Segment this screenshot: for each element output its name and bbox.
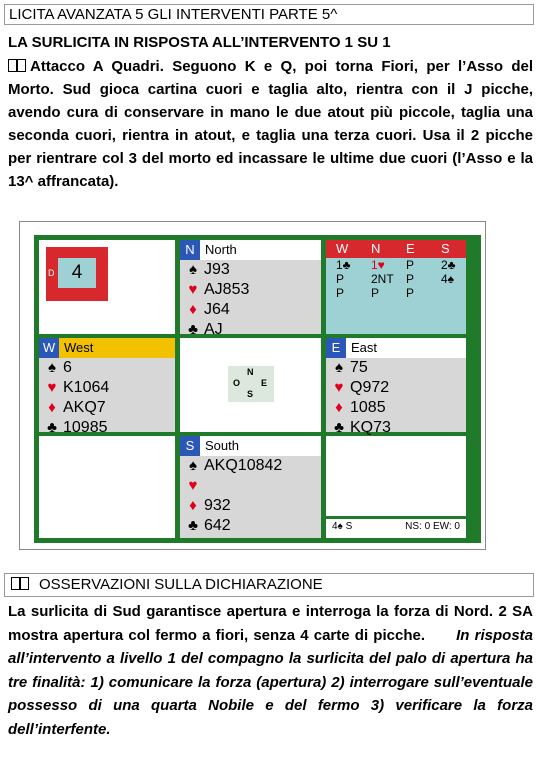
observations-text xyxy=(8,600,533,741)
east-header xyxy=(326,338,466,358)
east-seat-tag: E xyxy=(326,338,346,358)
heart-icon: ♥ xyxy=(47,379,57,396)
dealer-panel xyxy=(39,240,175,334)
auction-row: 1♣ 1♥ P 2♣ xyxy=(336,258,456,272)
result-bar xyxy=(326,519,466,538)
south-hand xyxy=(180,436,321,538)
west-name: West xyxy=(64,340,94,355)
south-seat-tag: S xyxy=(180,436,200,456)
heart-icon: ♥ xyxy=(188,477,198,494)
auction-row: P P P xyxy=(336,286,415,300)
observations-heading xyxy=(4,573,534,597)
compass-n: N xyxy=(247,367,254,377)
section-subtitle: LA SURLICITA IN RISPOSTA ALL’INTERVENTO 1 SU 1 xyxy=(8,34,391,51)
west-hand xyxy=(39,338,175,436)
compass-o: O xyxy=(233,378,241,388)
dealer-badge xyxy=(46,247,108,301)
dealer-letter: D xyxy=(48,268,55,278)
compass-s: S xyxy=(247,389,254,399)
club-icon: ♣ xyxy=(188,517,198,534)
diamond-icon: ♦ xyxy=(48,399,56,416)
auction-col-n: N xyxy=(371,241,381,256)
south-clubs: ♣ 642 xyxy=(180,516,321,536)
east-clubs: ♣ KQ73 xyxy=(326,418,466,438)
page-title: LICITA AVANZATA 5 GLI INTERVENTI PARTE 5^ xyxy=(4,4,534,25)
auction-col-s: S xyxy=(441,241,450,256)
auction-col-e: E xyxy=(406,241,415,256)
south-name: South xyxy=(205,438,239,453)
contract-label: 4♠ S xyxy=(332,521,353,532)
book-icon xyxy=(11,577,29,590)
empty-panel xyxy=(39,436,175,538)
north-seat-tag: N xyxy=(180,240,200,260)
book-icon xyxy=(8,59,26,72)
north-header xyxy=(180,240,321,260)
diamond-icon: ♦ xyxy=(335,399,343,416)
auction-col-w: W xyxy=(336,241,349,256)
west-hearts: ♥ K1064 xyxy=(39,378,175,398)
spade-icon: ♠ xyxy=(189,261,197,278)
play-description xyxy=(8,55,533,193)
west-header xyxy=(39,338,175,358)
west-spades: ♠ 6 xyxy=(39,358,175,378)
spade-icon: ♠ xyxy=(335,359,343,376)
north-hearts: ♥ AJ853 xyxy=(180,280,321,300)
club-icon: ♣ xyxy=(334,419,344,436)
heart-icon: ♥ xyxy=(188,281,198,298)
play-text: Attacco A Quadri. Seguono K e Q, poi torna Fiori, per l’Asso del Morto. Sud gioca cartina cuori e taglia alto, rientra con il J picche, avendo cura di conservare in mano le due atout più piccole, taglia una seconda cuori, rientra in atout, e taglia una terza cuori. Usa il 2 picche per rientrare col 3 del morto ed incassare le ultime due cuori (l’Asso e la 13^ affrancata). xyxy=(8,58,533,190)
north-diamonds: ♦ J64 xyxy=(180,300,321,320)
club-icon: ♣ xyxy=(47,419,57,436)
auction-header xyxy=(326,240,466,258)
compass-e: E xyxy=(261,378,268,388)
observations-italic: In risposta all’intervento a livello 1 del compagno la surlicita del palo di apertura ha tre finalità: 1) comunicare la forza (apertura) 2) interrogare sull’eventuale possesso di una quarta Nobile e del fermo 3) verificare la forza dell’interfente. xyxy=(8,626,533,738)
club-icon: ♣ xyxy=(188,321,198,338)
south-header xyxy=(180,436,321,456)
north-spades: ♠ J93 xyxy=(180,260,321,280)
diamond-icon: ♦ xyxy=(189,301,197,318)
spade-icon: ♠ xyxy=(189,457,197,474)
compass-rose xyxy=(228,366,274,402)
south-spades: ♠ AKQ10842 xyxy=(180,456,321,476)
empty-panel xyxy=(326,436,466,516)
score-label: NS: 0 EW: 0 xyxy=(405,521,460,532)
auction-row: P 2NT P 4♠ xyxy=(336,272,455,286)
west-diamonds: ♦ AKQ7 xyxy=(39,398,175,418)
north-hand xyxy=(180,240,321,338)
west-clubs: ♣ 10985 xyxy=(39,418,175,438)
bridge-board xyxy=(19,221,486,550)
diamond-icon: ♦ xyxy=(189,497,197,514)
south-diamonds: ♦ 932 xyxy=(180,496,321,516)
observations-bold: La surlicita di Sud garantisce apertura e interroga la forza di Nord. 2 SA mostra apertura col fermo a fiori, senza 4 carte di picche. xyxy=(8,603,533,644)
west-seat-tag: W xyxy=(39,338,59,358)
board-felt xyxy=(34,235,481,543)
observations-heading-text: OSSERVAZIONI SULLA DICHIARAZIONE xyxy=(39,576,323,593)
spade-icon: ♠ xyxy=(48,359,56,376)
north-clubs: ♣ AJ xyxy=(180,320,321,340)
east-diamonds: ♦ 1085 xyxy=(326,398,466,418)
north-name: North xyxy=(205,242,237,257)
east-hand xyxy=(326,338,466,436)
south-hearts xyxy=(180,476,321,496)
east-hearts: ♥ Q972 xyxy=(326,378,466,398)
east-spades: ♠ 75 xyxy=(326,358,466,378)
east-name: East xyxy=(351,340,378,355)
heart-icon: ♥ xyxy=(334,379,344,396)
board-number: 4 xyxy=(58,258,96,288)
table-center xyxy=(180,338,321,432)
auction-panel xyxy=(326,240,466,334)
